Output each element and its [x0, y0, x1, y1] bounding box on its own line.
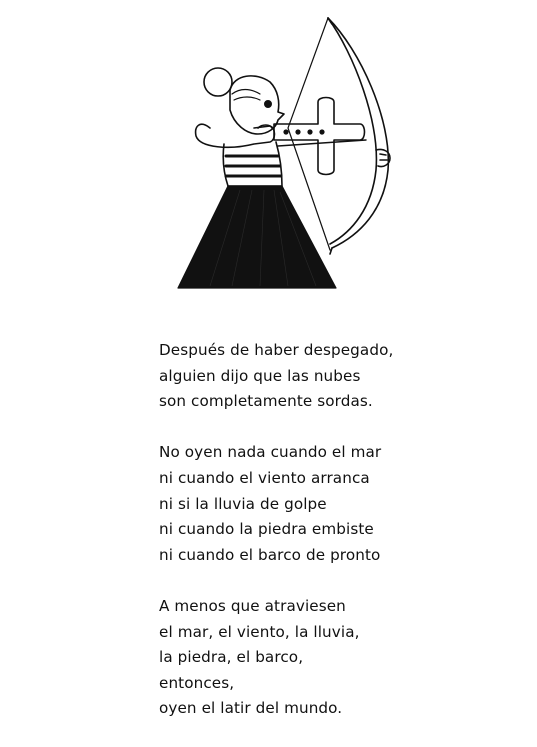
poem-line: A menos que atraviesen [159, 596, 346, 615]
head-icon [230, 76, 284, 134]
poem-line: alguien dijo que las nubes [159, 366, 361, 385]
poem-line: ni cuando el barco de pronto [159, 545, 381, 564]
archer-illustration-icon [170, 10, 410, 300]
poem-line: Después de haber despegado, [159, 341, 394, 359]
arm-icon [196, 124, 275, 147]
stanza-1 [159, 338, 459, 415]
poem-line: son completamente sordas. [159, 392, 373, 411]
head-bun-icon [204, 68, 232, 96]
poem-line: entonces, [159, 673, 235, 692]
poem-line: el mar, el viento, la lluvia, [159, 622, 360, 641]
bow-icon [328, 18, 388, 248]
stanza-2 [159, 440, 459, 568]
skirt-icon [178, 186, 336, 288]
cross-arrow-icon [274, 98, 365, 175]
stanza-3 [159, 594, 459, 722]
poem-line: ni cuando el viento arranca [159, 468, 370, 487]
poem-text [159, 338, 459, 722]
poem-line: ni si la lluvia de golpe [159, 494, 327, 513]
poem-line: No oyen nada cuando el mar [159, 443, 382, 462]
poem-line: ni cuando la piedra embiste [159, 520, 374, 539]
eye-icon [265, 101, 271, 107]
poem-line: la piedra, el barco, [159, 648, 304, 667]
torso-icon [223, 142, 282, 186]
poem-line: oyen el latir del mundo. [159, 699, 343, 718]
